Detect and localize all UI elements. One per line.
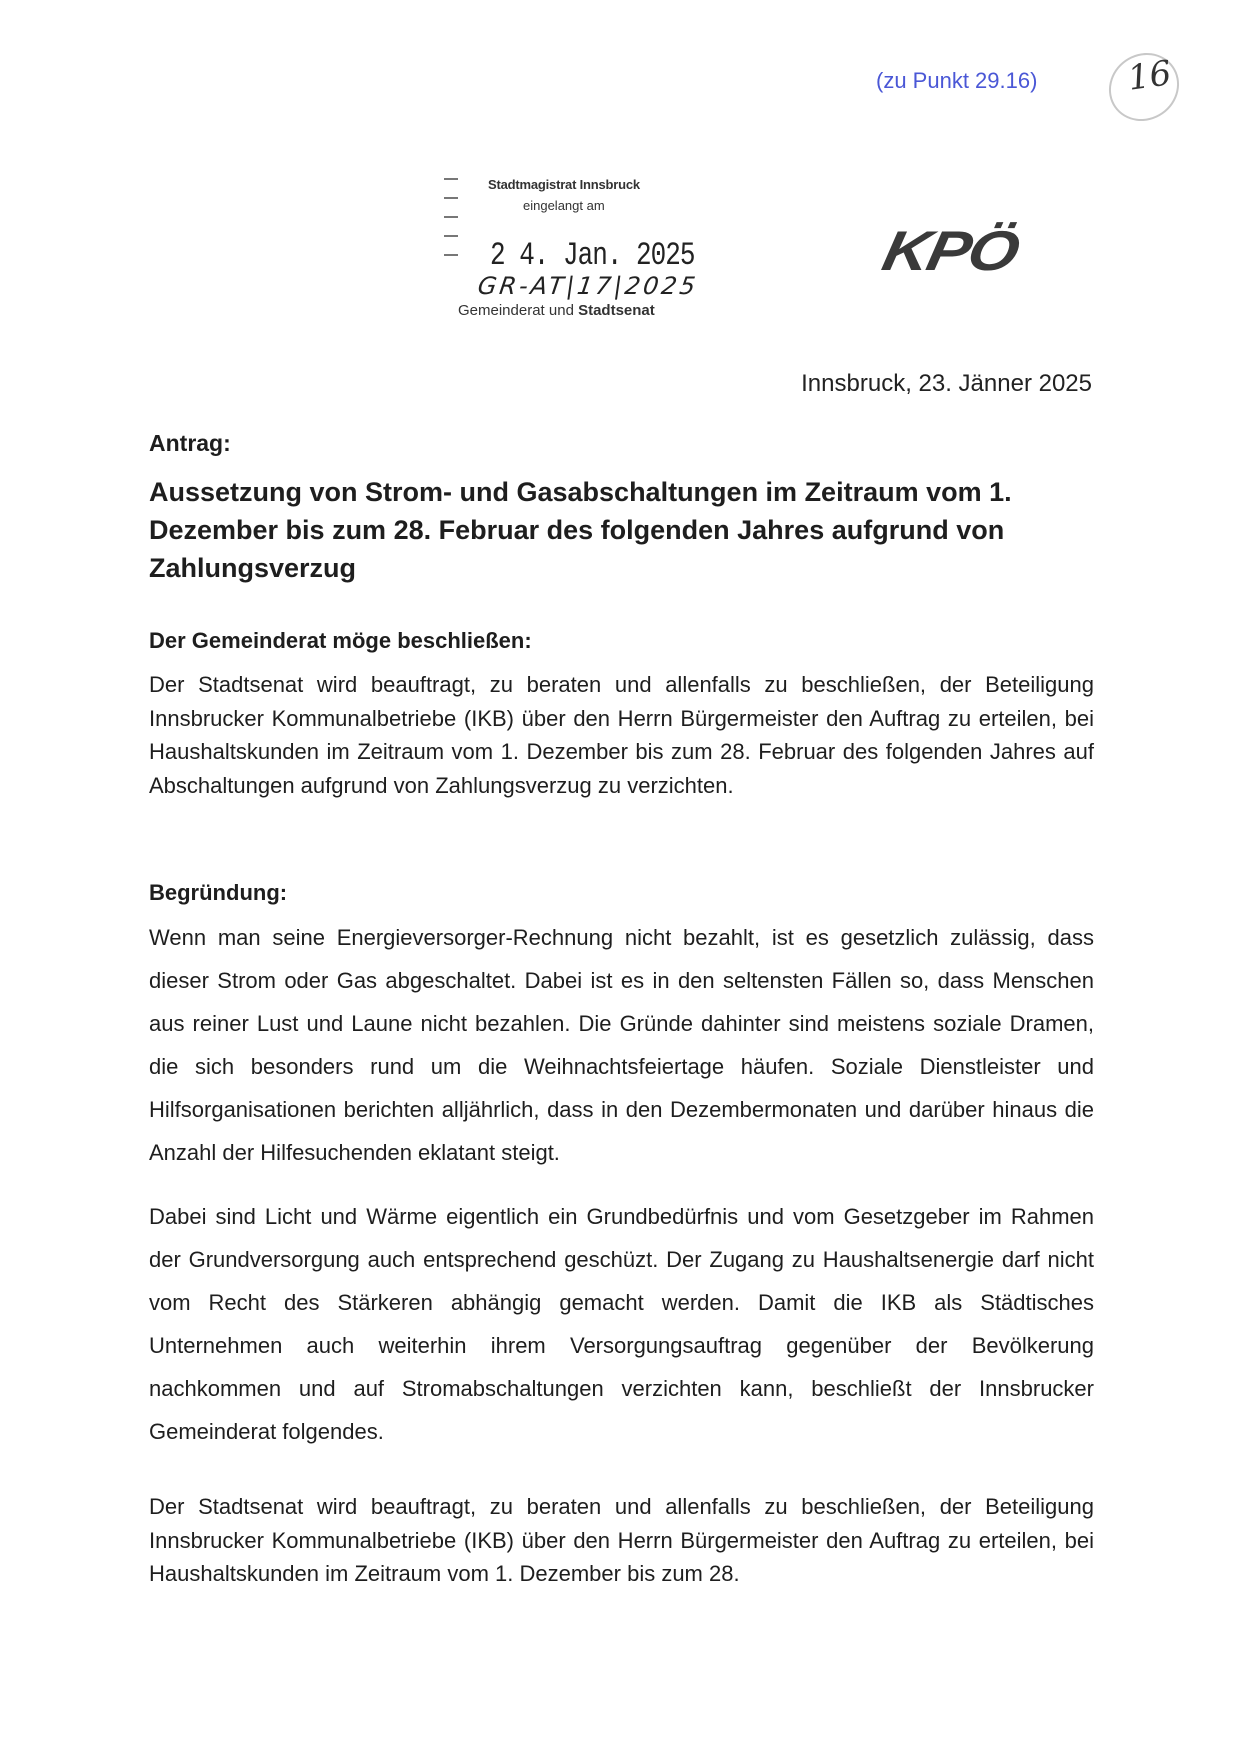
page-number: 16 xyxy=(1125,53,1174,99)
stamp-date: 2 4. Jan. 2025 xyxy=(490,236,695,274)
kpoe-logo: KPÖ xyxy=(877,219,1024,282)
stamp-department-bold: Stadtsenat xyxy=(578,302,655,319)
motion-title: Aussetzung von Strom- und Gasabschaltungen im Zeitraum vom 1. Dezember bis zum 28. Februar des folgenden Jahres aufgrund von Zahlungsverzug xyxy=(149,477,1012,583)
justification-paragraph: Dabei sind Licht und Wärme eigentlich ein Grundbedürfnis und vom Gesetzgeber im Rahmen der Grundversorgung auch entsprechend geschüzt. Der Zugang zu Haushaltsenergie darf nicht vom Recht des Stärkeren abhängig gemacht werden. Damit die IKB als Städtisches Unternehmen auch weiterhin ihrem Versorgungsauftrag gegenüber der Bevölkerung nachkommen und auf Stromabschaltungen verzichten kann, beschließt der Innsbrucker Gemeinderat folgendes. xyxy=(149,1204,1094,1444)
place-date: Innsbruck, 23. Jänner 2025 xyxy=(801,370,1092,397)
stamp-authority: Stadtmagistrat Innsbruck xyxy=(488,177,640,192)
resolution-text: Der Stadtsenat wird beauftragt, zu beraten und allenfalls zu beschließen, der Beteiligung Innsbrucker Kommunalbetriebe (IKB) über den Herrn Bürgermeister den Auftrag zu erteilen, bei Haushaltskunden im Zeitraum vom 1. Dezember bis zum 28. Februar des folgenden Jahres auf Abschaltungen aufgrund von Zahlungsverzug zu verzichten. xyxy=(149,672,1094,798)
justification-heading: Begründung: xyxy=(149,880,288,905)
resolution-heading: Der Gemeinderat möge beschließen: xyxy=(149,628,532,653)
justification-paragraph: Der Stadtsenat wird beauftragt, zu beraten und allenfalls zu beschließen, der Beteiligung Innsbrucker Kommunalbetriebe (IKB) über den Herrn Bürgermeister den Auftrag zu erteilen, bei Haushaltskunden im Zeitraum vom 1. Dezember bis zum 28. xyxy=(149,1494,1094,1586)
justification-paragraph: Wenn man seine Energieversorger-Rechnung nicht bezahlt, ist es gesetzlich zulässig, dass dieser Strom oder Gas abgeschaltet. Dabei ist es in den seltensten Fällen so, dass Menschen aus reiner Lust und Laune nicht bezahlen. Die Gründe dahinter sind meistens soziale Dramen, die sich besonders rund um die Weihnachtsfeiertage häufen. Soziale Dienstleister und Hilfsorganisationen berichten alljährlich, dass in den Dezembermonaten und darüber hinaus die Anzahl der Hilfesuchenden eklatant steigt. xyxy=(149,925,1094,1165)
agenda-reference: (zu Punkt 29.16) xyxy=(876,68,1038,93)
stamp-file-reference: GR-AT|17|2025 xyxy=(476,272,701,300)
stamp-department xyxy=(458,302,655,319)
stamp-received-label: eingelangt am xyxy=(523,198,605,213)
document-type-label: Antrag: xyxy=(149,430,231,456)
stamp-department-regular: Gemeinderat und xyxy=(458,302,579,319)
stamp-tick-marks xyxy=(444,178,464,273)
